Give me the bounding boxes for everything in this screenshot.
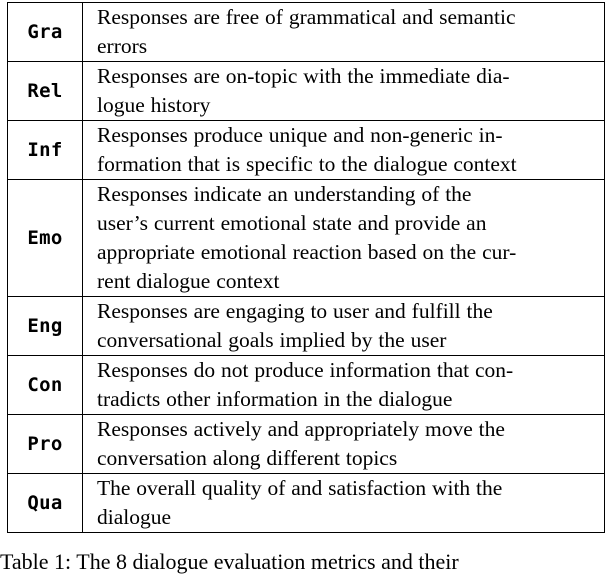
table-row [8,356,605,415]
description-line: formation that is specific to the dialogue context [97,152,517,176]
metric-code: Inf [8,121,83,180]
description-line: Responses are engaging to user and fulfill the [97,299,493,323]
description-line: Responses are on-topic with the immediate dia- [97,64,510,88]
description-line: rent dialogue context [97,269,280,293]
description-line: Responses produce unique and non-generic in- [97,123,503,147]
description-line: appropriate emotional reaction based on the cur- [97,240,517,264]
description-line: The overall quality of and satisfaction with the [97,476,503,500]
metric-code: Con [8,356,83,415]
metric-code: Eng [8,297,83,356]
metric-code: Rel [8,62,83,121]
table-row [8,121,605,180]
description-line: Responses do not produce information that con- [97,358,514,382]
description-line: conversational goals implied by the user [97,328,447,352]
metric-code: Gra [8,3,83,62]
description-line: user’s current emotional state and provide an [97,211,487,235]
metric-description [83,121,605,180]
description-line: dialogue [97,505,172,529]
description-line: logue history [97,93,211,117]
table-row [8,474,605,533]
table-row [8,297,605,356]
metric-description [83,180,605,297]
description-line: Responses indicate an understanding of the [97,182,472,206]
metric-description [83,415,605,474]
table-row [8,415,605,474]
table-row [8,180,605,297]
table-row [8,3,605,62]
metric-code: Qua [8,474,83,533]
description-line: Responses are free of grammatical and semantic [97,5,516,29]
description-line: tradicts other information in the dialogue [97,387,453,411]
evaluation-criteria-table [7,2,605,533]
table-caption: Table 1: The 8 dialogue evaluation metrics and their [0,549,459,574]
metric-description [83,62,605,121]
metric-code: Emo [8,180,83,297]
metric-description [83,3,605,62]
description-line: errors [97,34,148,58]
metric-description [83,474,605,533]
description-line: conversation along different topics [97,446,398,470]
description-line: Responses actively and appropriately move the [97,417,505,441]
metric-description [83,356,605,415]
metric-description [83,297,605,356]
table-row [8,62,605,121]
metric-code: Pro [8,415,83,474]
